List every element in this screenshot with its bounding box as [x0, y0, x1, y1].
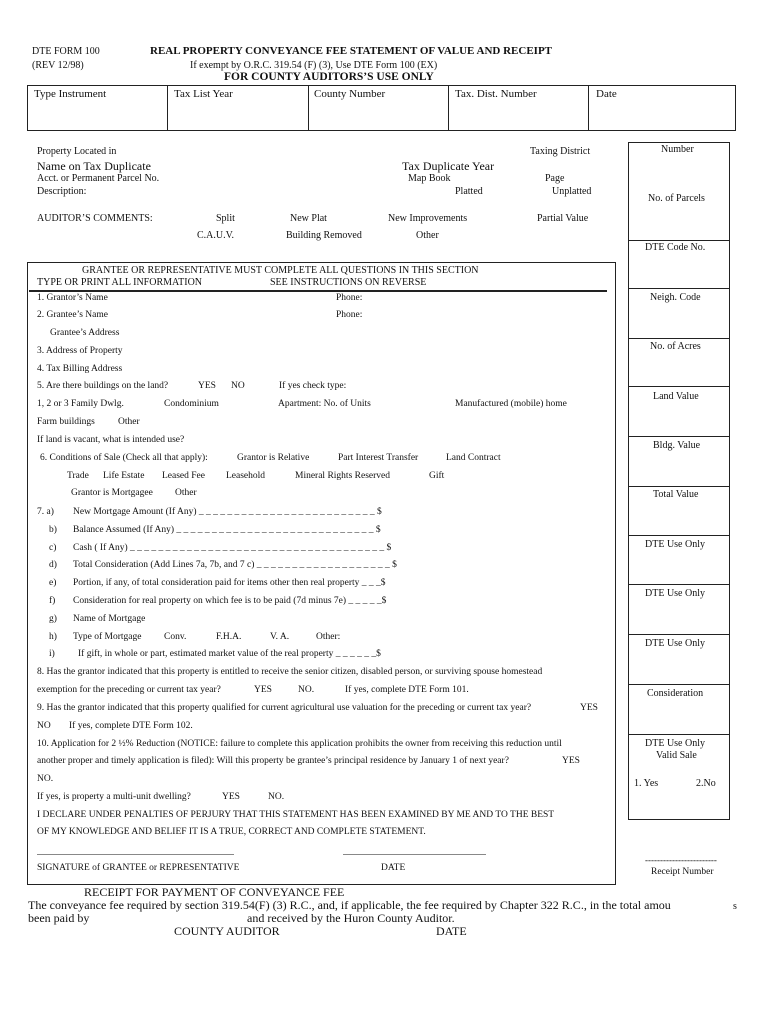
- q7f-consideration-real-property: Consideration for real property on which fee is to be paid (7d minus 7e) _ _ _ _ _$: [73, 596, 387, 606]
- leasehold-option[interactable]: Leasehold: [226, 471, 266, 481]
- receipt-date: DATE: [436, 924, 467, 938]
- q9-yes-option[interactable]: YES: [580, 703, 598, 713]
- signature-label: SIGNATURE of GRANTEE or REPRESENTATIVE: [37, 863, 240, 873]
- condominium-option[interactable]: Condominium: [164, 399, 219, 409]
- sidebar-dte-use-1: DTE Use Only: [645, 539, 705, 550]
- q8-yes-option[interactable]: YES: [254, 685, 272, 695]
- q9-line1: 9. Has the grantor indicated that this property qualified for current agricultural use valuation for the preceding or current tax year?: [37, 703, 532, 713]
- sidebar-bldg-value: Bldg. Value: [653, 440, 701, 451]
- q7d-total-consideration: Total Consideration (Add Lines 7a, 7b, and 7 c) _ _ _ _ _ _ _ _ _ _ _ _ _ _ _ _ _ _ _ $: [73, 560, 397, 570]
- q1-grantors-name: 1. Grantor’s Name: [37, 293, 108, 303]
- condition-other-option[interactable]: Other: [175, 488, 197, 498]
- mortgage-conv-option[interactable]: Conv.: [164, 632, 187, 642]
- unplatted-label: Unplatted: [552, 186, 592, 197]
- sidebar-valid-sale-2: Valid Sale: [656, 750, 697, 761]
- q7a-number: 7. a): [37, 507, 54, 517]
- q9-no-option[interactable]: NO: [37, 721, 51, 731]
- taxing-district-label: Taxing District: [530, 146, 591, 157]
- receipt-number-label: Receipt Number: [651, 867, 714, 877]
- auditor-use-title: FOR COUNTY AUDITORS’S USE ONLY: [224, 71, 434, 83]
- receipt-received: and received by the Huron County Auditor.: [247, 911, 455, 925]
- valid-sale-yes-option[interactable]: 1. Yes: [634, 778, 659, 789]
- farm-buildings-option[interactable]: Farm buildings: [37, 417, 95, 427]
- tax-dist-number-label: Tax. Dist. Number: [455, 88, 537, 100]
- q1-phone: Phone:: [336, 293, 363, 303]
- q8-line2: exemption for the preceding or current tax year?: [37, 685, 221, 695]
- q10-line2: another proper and timely application is filed): Will this property be grantee’s principal residence by January 1 of next year?: [37, 756, 509, 766]
- exempt-note: If exempt by O.R.C. 319.54 (F) (3), Use DTE Form 100 (EX): [190, 60, 438, 71]
- manufactured-home-option[interactable]: Manufactured (mobile) home: [455, 399, 567, 409]
- q7e-number: e): [49, 578, 57, 588]
- q7b-balance-assumed: Balance Assumed (If Any) _ _ _ _ _ _ _ _ _ _ _ _ _ _ _ _ _ _ _ _ _ _ _ _ _ _ _ _ $: [73, 525, 381, 535]
- vacant-land-question: If land is vacant, what is intended use?: [37, 435, 185, 445]
- form-revision: (REV 12/98): [32, 60, 84, 71]
- grantee-heading-rule: [29, 290, 607, 292]
- declaration-line1: I DECLARE UNDER PENALTIES OF PERJURY THAT THIS STATEMENT HAS BEEN EXAMINED BY ME AND TO THE BEST: [37, 810, 555, 820]
- q2-grantees-name: 2. Grantee’s Name: [37, 310, 108, 320]
- q8-line1: 8. Has the grantor indicated that this property is entitled to receive the senior citizen, disabled person, or surviving spouse homestead: [37, 667, 543, 677]
- q10-yes-option[interactable]: YES: [562, 756, 580, 766]
- sidebar-valid-sale-1: DTE Use Only: [645, 738, 705, 749]
- q2-phone: Phone:: [336, 310, 363, 320]
- life-estate-option[interactable]: Life Estate: [103, 471, 145, 481]
- split-option[interactable]: Split: [216, 213, 235, 224]
- q9-if-yes-note: If yes, complete DTE Form 102.: [69, 721, 193, 731]
- q7d-number: d): [49, 560, 57, 570]
- new-improvements-option[interactable]: New Improvements: [388, 213, 468, 224]
- receipt-county-auditor: COUNTY AUDITOR: [174, 924, 280, 938]
- leased-fee-option[interactable]: Leased Fee: [162, 471, 205, 481]
- q5-no-option[interactable]: NO: [231, 381, 245, 391]
- description-label: Description:: [37, 186, 87, 197]
- cauv-option[interactable]: C.A.U.V.: [197, 230, 235, 241]
- multi-unit-question: If yes, is property a multi-unit dwelling?: [37, 792, 191, 802]
- q8-no-option[interactable]: NO.: [298, 685, 315, 695]
- family-dwelling-option[interactable]: 1, 2 or 3 Family Dwlg.: [37, 399, 124, 409]
- grantee-address: Grantee’s Address: [50, 328, 120, 338]
- receipt-title: RECEIPT FOR PAYMENT OF CONVEYANCE FEE: [84, 885, 345, 899]
- valid-sale-no-option[interactable]: 2.No: [696, 778, 716, 789]
- date-label: Date: [596, 88, 617, 100]
- q7b-number: b): [49, 525, 57, 535]
- partial-value-option[interactable]: Partial Value: [537, 213, 589, 224]
- q7a-new-mortgage: New Mortgage Amount (If Any) _ _ _ _ _ _ _ _ _ _ _ _ _ _ _ _ _ _ _ _ _ _ _ _ _ $: [73, 507, 382, 517]
- q5-if-yes-label: If yes check type:: [279, 381, 347, 391]
- trade-option[interactable]: Trade: [67, 471, 89, 481]
- receipt-line1: The conveyance fee required by section 319.54(F) (3) R.C., and, if applicable, the fee required by Chapter 322 R.C., in the total amou: [28, 898, 671, 912]
- q7i-number: i): [49, 649, 55, 659]
- tax-duplicate-year-label: Tax Duplicate Year: [402, 159, 495, 173]
- form-id: DTE FORM 100: [32, 46, 100, 57]
- name-on-tax-duplicate-label: Name on Tax Duplicate: [37, 159, 151, 173]
- q5-yes-option[interactable]: YES: [198, 381, 216, 391]
- q7g-name-of-mortgage: Name of Mortgage: [73, 614, 146, 624]
- q3-address-of-property: 3. Address of Property: [37, 346, 123, 356]
- receipt-line1-tail: s: [733, 901, 737, 912]
- mortgage-va-option[interactable]: V. A.: [270, 632, 290, 642]
- platted-label: Platted: [455, 186, 483, 197]
- q10-line1: 10. Application for 2 ½% Reduction (NOTICE: failure to complete this application prohibits the owner from receiving this reduction until: [37, 739, 562, 749]
- q4-tax-billing-address: 4. Tax Billing Address: [37, 364, 123, 374]
- signature-date-line[interactable]: [343, 854, 486, 855]
- acct-parcel-label: Acct. or Permanent Parcel No.: [37, 173, 160, 184]
- signature-line[interactable]: [37, 854, 234, 855]
- q8-if-yes-note: If yes, complete DTE Form 101.: [345, 685, 469, 695]
- sidebar-no-parcels: No. of Parcels: [648, 193, 705, 204]
- sidebar-dte-code: DTE Code No.: [645, 242, 706, 253]
- county-number-label: County Number: [314, 88, 386, 100]
- q7c-number: c): [49, 543, 57, 553]
- multi-unit-yes-option[interactable]: YES: [222, 792, 240, 802]
- sidebar-no-acres: No. of Acres: [650, 341, 701, 352]
- multi-unit-no-option[interactable]: NO.: [268, 792, 285, 802]
- q7h-type-of-mortgage: Type of Mortgage: [73, 632, 142, 642]
- other-comment-option[interactable]: Other: [416, 230, 439, 241]
- new-plat-option[interactable]: New Plat: [290, 213, 327, 224]
- mineral-rights-option[interactable]: Mineral Rights Reserved: [295, 471, 390, 481]
- q7g-number: g): [49, 614, 57, 624]
- type-print-note: TYPE OR PRINT ALL INFORMATION: [37, 277, 203, 288]
- grantee-instruction: GRANTEE OR REPRESENTATIVE MUST COMPLETE ALL QUESTIONS IN THIS SECTION: [82, 265, 479, 276]
- q7h-number: h): [49, 632, 57, 642]
- declaration-line2: OF MY KNOWLEDGE AND BELIEF IT IS A TRUE, CORRECT AND COMPLETE STATEMENT.: [37, 827, 426, 837]
- sidebar-number: Number: [661, 144, 694, 155]
- q7i-gift-value: If gift, in whole or part, estimated market value of the real property _ _ _ _ _ _$: [78, 649, 381, 659]
- apartment-option[interactable]: Apartment: No. of Units: [278, 399, 371, 409]
- gift-option[interactable]: Gift: [429, 471, 445, 481]
- sidebar-dte-use-2: DTE Use Only: [645, 588, 705, 599]
- q7f-number: f): [49, 596, 56, 606]
- see-instructions-note: SEE INSTRUCTIONS ON REVERSE: [270, 277, 427, 288]
- tax-list-year-label: Tax List Year: [174, 88, 233, 100]
- type-instrument-label: Type Instrument: [34, 88, 107, 100]
- receipt-number-dashes: ------------------------: [645, 855, 717, 865]
- sidebar-neigh-code: Neigh. Code: [650, 292, 701, 303]
- mortgage-other-option[interactable]: Other:: [316, 632, 341, 642]
- page-label: Page: [545, 173, 565, 184]
- sidebar-total-value: Total Value: [653, 489, 699, 500]
- q10-no-option[interactable]: NO.: [37, 774, 54, 784]
- receipt-been-paid: been paid by: [28, 911, 90, 925]
- auditors-comments-label: AUDITOR’S COMMENTS:: [37, 213, 153, 224]
- grantor-relative-option[interactable]: Grantor is Relative: [237, 453, 310, 463]
- q5-buildings-question: 5. Are there buildings on the land?: [37, 381, 169, 391]
- land-contract-option[interactable]: Land Contract: [446, 453, 501, 463]
- q7e-portion-other: Portion, if any, of total consideration paid for items other then real property _ _ _$: [73, 578, 386, 588]
- q7c-cash: Cash ( If Any) _ _ _ _ _ _ _ _ _ _ _ _ _ _ _ _ _ _ _ _ _ _ _ _ _ _ _ _ _ _ _ _ _ _ _ _ $: [73, 543, 392, 553]
- form-title: REAL PROPERTY CONVEYANCE FEE STATEMENT OF VALUE AND RECEIPT: [150, 45, 552, 57]
- map-book-label: Map Book: [408, 173, 451, 184]
- building-removed-option[interactable]: Building Removed: [286, 230, 362, 241]
- building-other-option[interactable]: Other: [118, 417, 140, 427]
- grantor-mortgagee-option[interactable]: Grantor is Mortgagee: [71, 488, 153, 498]
- mortgage-fha-option[interactable]: F.H.A.: [216, 632, 242, 642]
- property-located-label: Property Located in: [37, 146, 117, 157]
- part-interest-option[interactable]: Part Interest Transfer: [338, 453, 419, 463]
- sidebar-dte-use-3: DTE Use Only: [645, 638, 705, 649]
- q6-conditions-of-sale: 6. Conditions of Sale (Check all that apply):: [40, 453, 208, 463]
- sidebar-consideration: Consideration: [647, 688, 704, 699]
- signature-date-label: DATE: [381, 863, 406, 873]
- sidebar-land-value: Land Value: [653, 391, 699, 402]
